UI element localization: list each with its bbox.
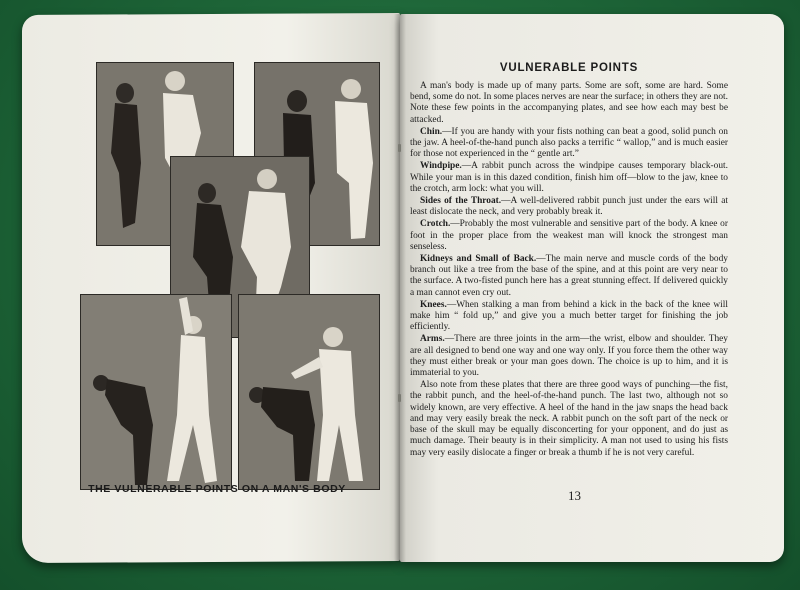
section-heading: Kidneys and Small of Back. [420, 254, 537, 265]
section-body: —Probably the most vulnerable and sensitive part of the body. A knee or foot in the proper place from the weakest man will knock the strongest man senseless. [410, 219, 728, 252]
plate-caption: THE VULNERABLE POINTS ON A MAN'S BODY [88, 483, 346, 495]
section-heading: Knees. [420, 299, 447, 310]
section-knees [410, 300, 728, 334]
section-arms [410, 334, 728, 379]
section-heading: Arms. [420, 334, 445, 345]
article [410, 62, 728, 460]
section-chin [410, 127, 728, 161]
section-heading: Crotch. [420, 219, 451, 230]
section-heading: Chin. [420, 126, 443, 137]
section-heading: Sides of the Throat. [420, 196, 502, 207]
section-crotch [410, 219, 728, 253]
section-body: —A rabbit punch across the windpipe causes temporary black-out. While your man is in this dazed condition, finish him off—blow to the jaw, knee to the crotch, arm lock: what you will. [410, 161, 728, 194]
section-body: —The main nerve and muscle cords of the body branch out like a tree from the base of the spine, and at this point are very near to the surface. A two-fisted punch here has a great stunning effect. If delivered quickly a man cannot even cry out. [410, 254, 728, 298]
closing-paragraph: Also note from these plates that there are three good ways of punching—the fist, the rabbit punch, and the heel-of-the-hand punch. The last two, although not so widely known, are very effective. A heel of the hand in the jaw snaps the head back and may very easily break the neck. A rabbit punch on the soft part of the neck or base of the skull may be equally disconcerting for your opponent, and do just as much damage. Their beauty is in their simplicity. A man not used to using his fists may very easily dislocate a finger or break a thumb if he is not very careful. [410, 380, 728, 458]
staple [398, 394, 401, 402]
intro-paragraph: A man's body is made up of many parts. Some are soft, some are hard. Some bend, some do not. In some places nerves are near the surface; in others they are not. Note these few points in the accompanying plates, and see how each may best be attacked. [410, 81, 728, 125]
section-heading: Windpipe. [420, 161, 462, 172]
section-body: —If you are handy with your fists nothing can beat a good, solid punch on the jaw. A heel-of-the-hand punch also packs a terrific “ wallop,” and is much easier for those not experienced in the “ gentle art.” [410, 126, 728, 160]
section-body: —When stalking a man from behind a kick in the back of the knee will make him “ fold up,” and give you a much better target for finishing the job efficiently. [410, 299, 728, 333]
photo-kidney-strike [238, 294, 380, 490]
page-number: 13 [568, 488, 581, 503]
photo-rabbit-punch [80, 294, 232, 490]
booklet-spine [394, 14, 406, 562]
page-title: VULNERABLE POINTS [499, 62, 639, 74]
section-body: —There are three joints in the arm—the wrist, elbow and shoulder. They are all designed to bend one way and one way only. If you force them the other way they must either break or your man goes down. The choice is up to him, and it is immaterial to you. [410, 334, 728, 379]
section-throat [410, 196, 728, 218]
section-body: —A well-delivered rabbit punch just under the ears will at least dislocate the neck, and very probably break it. [410, 196, 728, 218]
staple [398, 144, 401, 152]
section-kidneys [410, 254, 728, 299]
section-windpipe [410, 161, 728, 195]
